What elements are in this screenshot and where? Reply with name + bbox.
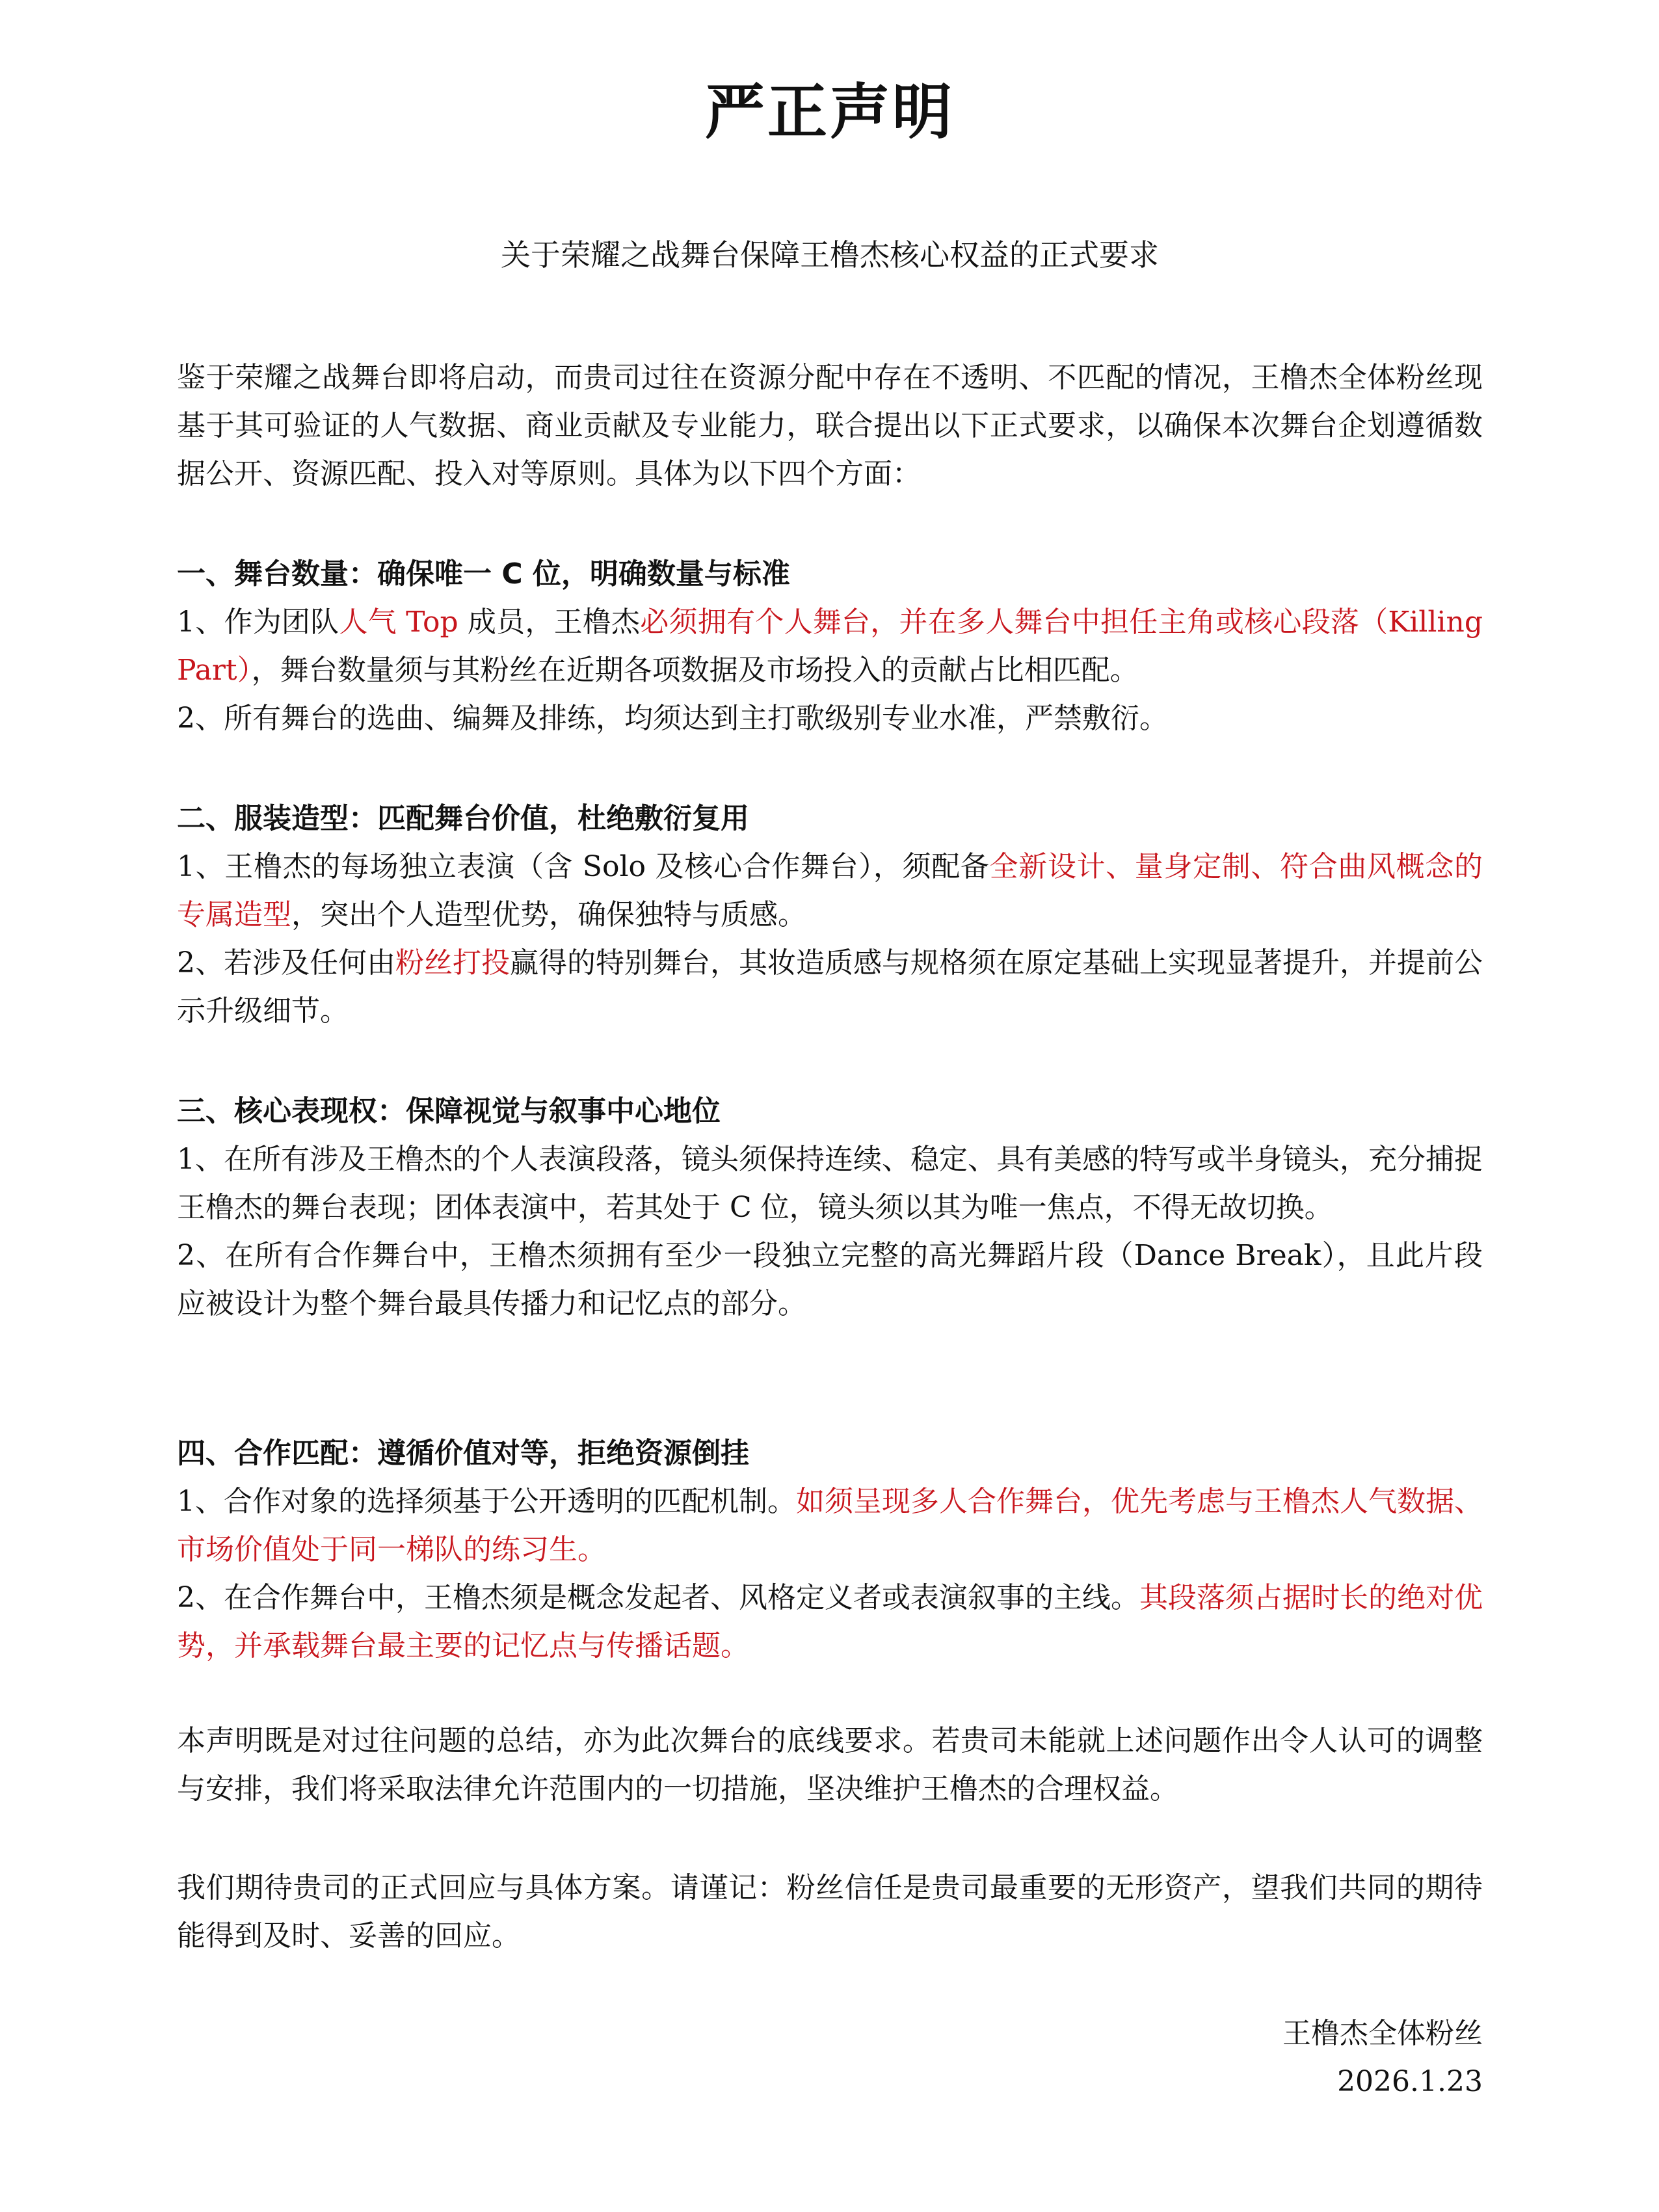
section-item: [177, 598, 1483, 695]
signature-date: 2026.1.23: [1337, 2065, 1483, 2098]
section-item: [177, 1574, 1483, 1670]
body-text: 1、王橹杰的每场独立表演（含 Solo 及核心合作舞台），须配备: [177, 850, 990, 883]
section-core-performance: [177, 1087, 1483, 1328]
section-costume: [177, 795, 1483, 1035]
section-item: [177, 1232, 1483, 1328]
body-text: 成员，王橹杰: [458, 606, 641, 639]
body-text: 1、合作对象的选择须基于公开透明的匹配机制。: [177, 1485, 796, 1518]
signature-block: [1282, 2010, 1483, 2106]
body-text: 1、作为团队: [177, 606, 339, 639]
section-item: [177, 1136, 1483, 1232]
section-heading: 一、舞台数量：确保唯一 C 位，明确数量与标准: [177, 557, 790, 591]
closing-paragraph-1: [177, 1717, 1483, 1813]
highlighted-text: 粉丝打投: [395, 946, 510, 979]
highlighted-text: 如须呈现多人合作舞台，优先考虑与王橹杰人气数据、市场价值处于同一梯队的练习生。: [177, 1485, 1483, 1566]
section-heading: 四、合作匹配：遵循价值对等，拒绝资源倒挂: [177, 1437, 749, 1470]
highlighted-text: 人气 Top: [339, 606, 458, 639]
closing-paragraph-2: [177, 1864, 1483, 1960]
section-collaboration: [177, 1430, 1483, 1670]
section-item: [177, 695, 1483, 743]
section-item: [177, 1478, 1483, 1574]
signature-author: 王橹杰全体粉丝: [1282, 2017, 1483, 2050]
closing-text: 我们期待贵司的正式回应与具体方案。请谨记：粉丝信任是贵司最重要的无形资产，望我们共同的期待能得到及时、妥善的回应。: [177, 1871, 1483, 1952]
section-heading: 三、核心表现权：保障视觉与叙事中心地位: [177, 1095, 721, 1128]
body-text: 2、在所有合作舞台中，王橹杰须拥有至少一段独立完整的高光舞蹈片段（Dance Break），且此片段应被设计为整个舞台最具传播力和记忆点的部分。: [177, 1239, 1483, 1320]
section-heading: 二、服装造型：匹配舞台价值，杜绝敷衍复用: [177, 802, 749, 835]
highlighted-text: 全新设计、量身定制、符合曲风概念的专属造型: [177, 850, 1483, 931]
body-text: 2、所有舞台的选曲、编舞及排练，均须达到主打歌级别专业水准，严禁敷衍。: [177, 702, 1168, 735]
body-text: ，舞台数量须与其粉丝在近期各项数据及市场投入的贡献占比相匹配。: [251, 654, 1139, 687]
body-text: 2、若涉及任何由: [177, 946, 395, 979]
document-title: 严正声明: [704, 77, 955, 147]
body-text: 赢得的特别舞台，其妆造质感与规格须在原定基础上实现显著提升，并提前公示升级细节。: [177, 946, 1483, 1028]
intro-text: 鉴于荣耀之战舞台即将启动，而贵司过往在资源分配中存在不透明、不匹配的情况，王橹杰全体粉丝现基于其可验证的人气数据、商业贡献及专业能力，联合提出以下正式要求，以确保本次舞台企划遵循数据公开、资源匹配、投入对等原则。具体为以下四个方面：: [177, 361, 1483, 490]
body-text: 1、在所有涉及王橹杰的个人表演段落，镜头须保持连续、稳定、具有美感的特写或半身镜头，充分捕捉王橹杰的舞台表现；团体表演中，若其处于 C 位，镜头须以其为唯一焦点，不得无故切换。: [177, 1143, 1483, 1224]
intro-paragraph: [177, 354, 1483, 498]
body-text: 2、在合作舞台中，王橹杰须是概念发起者、风格定义者或表演叙事的主线。: [177, 1581, 1139, 1614]
highlighted-text: 其段落须占据时长的绝对优势，并承载舞台最主要的记忆点与传播话题。: [177, 1581, 1483, 1662]
closing-text: 本声明既是对过往问题的总结，亦为此次舞台的底线要求。若贵司未能就上述问题作出令人认可的调整与安排，我们将采取法律允许范围内的一切措施，坚决维护王橹杰的合理权益。: [177, 1724, 1483, 1806]
section-item: [177, 843, 1483, 939]
section-item: [177, 939, 1483, 1035]
body-text: ，突出个人造型优势，确保独特与质感。: [291, 898, 806, 931]
document-subtitle: 关于荣耀之战舞台保障王橹杰核心权益的正式要求: [501, 237, 1159, 273]
highlighted-text: 必须拥有个人舞台，并在多人舞台中担任主角或核心段落（Killing Part）: [177, 606, 1483, 687]
section-stage-count: [177, 550, 1483, 743]
